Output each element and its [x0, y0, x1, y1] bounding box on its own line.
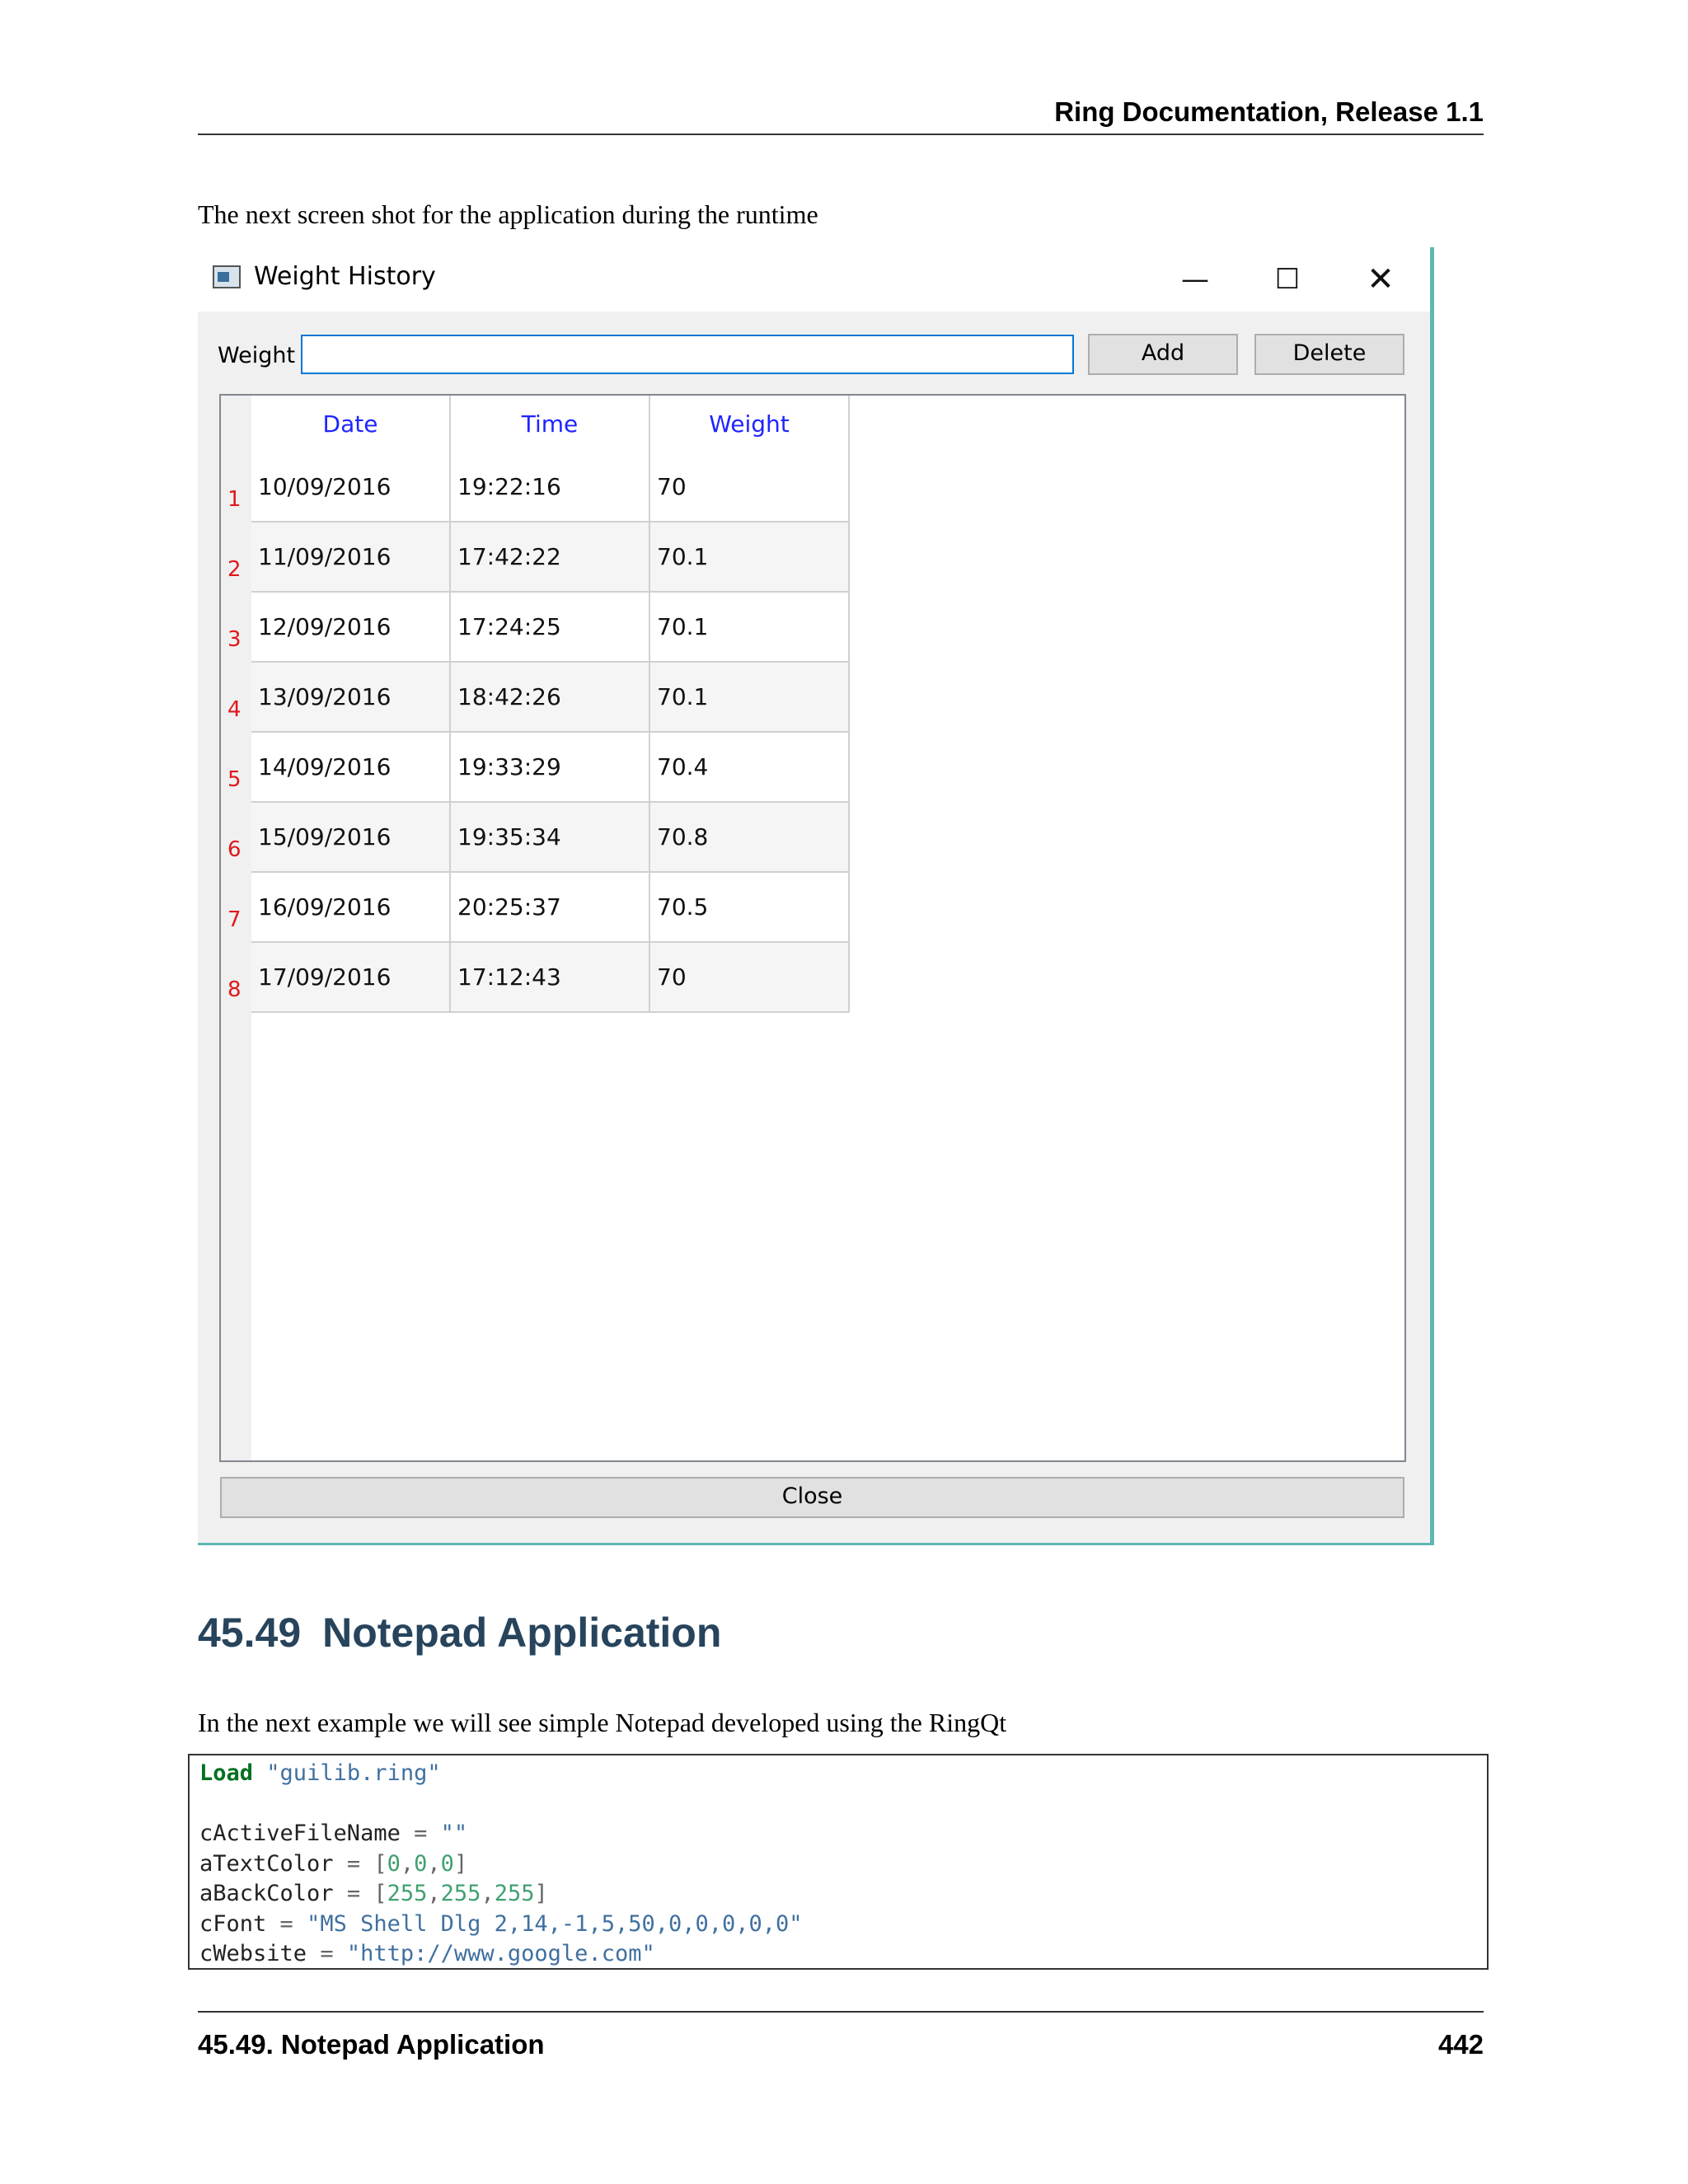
window-title: Weight History: [254, 262, 436, 291]
row-number: 8: [221, 942, 251, 1012]
maximize-icon[interactable]: ☐: [1274, 263, 1301, 296]
footer-section: 45.49. Notepad Application: [198, 2029, 545, 2060]
running-footer: [198, 2011, 1484, 2060]
section-paragraph: In the next example we will see simple Notepad developed using the RingQt: [198, 1708, 1007, 1737]
cell-weight[interactable]: 70.4: [649, 732, 849, 802]
cell-time[interactable]: 17:24:25: [450, 592, 649, 662]
table-row[interactable]: [221, 592, 849, 662]
table-corner: [221, 396, 251, 452]
code-block: [188, 1754, 1489, 1970]
title-bar: [198, 247, 1430, 312]
code-line: Load "guilib.ring": [199, 1760, 441, 1786]
page-number: 442: [1437, 2029, 1484, 2060]
cell-date[interactable]: 13/09/2016: [251, 662, 450, 732]
cell-weight[interactable]: 70.1: [649, 592, 849, 662]
column-header-weight[interactable]: Weight: [649, 396, 849, 452]
cell-date[interactable]: 16/09/2016: [251, 872, 450, 942]
cell-time[interactable]: 19:22:16: [450, 452, 649, 522]
table-row[interactable]: [221, 662, 849, 732]
section-heading: [198, 1609, 721, 1657]
row-number: 6: [221, 802, 251, 872]
table-row[interactable]: [221, 522, 849, 592]
table-row[interactable]: [221, 802, 849, 872]
cell-date[interactable]: 11/09/2016: [251, 522, 450, 592]
table-row[interactable]: [221, 452, 849, 522]
row-number: 3: [221, 592, 251, 662]
table-row[interactable]: [221, 942, 849, 1012]
code-line: [199, 1789, 1487, 1820]
cell-time[interactable]: 19:33:29: [450, 732, 649, 802]
section-title: Notepad Application: [322, 1610, 722, 1656]
add-button[interactable]: Add: [1088, 334, 1238, 375]
weight-table[interactable]: [219, 394, 1406, 1462]
row-number: 1: [221, 452, 251, 522]
code-line: cFont = "MS Shell Dlg 2,14,-1,5,50,0,0,0,0,0": [199, 1910, 803, 1937]
cell-date[interactable]: 17/09/2016: [251, 942, 450, 1012]
cell-weight[interactable]: 70: [649, 452, 849, 522]
row-number: 5: [221, 732, 251, 802]
cell-weight[interactable]: 70.8: [649, 802, 849, 872]
row-number: 2: [221, 522, 251, 592]
weight-label: Weight: [218, 343, 296, 368]
table-row[interactable]: [221, 872, 849, 942]
weight-history-window: [198, 247, 1434, 1545]
close-icon[interactable]: ✕: [1367, 260, 1395, 298]
cell-time[interactable]: 19:35:34: [450, 802, 649, 872]
cell-date[interactable]: 10/09/2016: [251, 452, 450, 522]
column-header-time[interactable]: Time: [450, 396, 649, 452]
weight-grid: [221, 396, 850, 1013]
cell-weight[interactable]: 70: [649, 942, 849, 1012]
running-header: Ring Documentation, Release 1.1: [198, 92, 1484, 135]
cell-time[interactable]: 18:42:26: [450, 662, 649, 732]
intro-paragraph: The next screen shot for the application during the runtime: [198, 199, 818, 229]
delete-button[interactable]: Delete: [1254, 334, 1404, 375]
cell-date[interactable]: 12/09/2016: [251, 592, 450, 662]
code-line: aTextColor = [0,0,0]: [199, 1850, 468, 1877]
cell-weight[interactable]: 70.1: [649, 662, 849, 732]
code-line: cWebsite = "http://www.google.com": [199, 1941, 655, 1966]
weight-input[interactable]: [301, 335, 1074, 374]
cell-time[interactable]: 17:42:22: [450, 522, 649, 592]
row-number: 4: [221, 662, 251, 732]
close-button[interactable]: Close: [220, 1477, 1404, 1518]
row-number: 7: [221, 872, 251, 942]
cell-date[interactable]: 14/09/2016: [251, 732, 450, 802]
code-line: aBackColor = [255,255,255]: [199, 1881, 548, 1906]
minimize-icon[interactable]: —: [1181, 263, 1209, 296]
code-line: cActiveFileName = "": [199, 1821, 468, 1846]
app-window-icon: [213, 265, 241, 288]
cell-time[interactable]: 17:12:43: [450, 942, 649, 1012]
cell-weight[interactable]: 70.1: [649, 522, 849, 592]
cell-time[interactable]: 20:25:37: [450, 872, 649, 942]
table-row[interactable]: [221, 732, 849, 802]
cell-weight[interactable]: 70.5: [649, 872, 849, 942]
column-header-date[interactable]: Date: [251, 396, 450, 452]
cell-date[interactable]: 15/09/2016: [251, 802, 450, 872]
section-number: 45.49: [198, 1610, 302, 1656]
